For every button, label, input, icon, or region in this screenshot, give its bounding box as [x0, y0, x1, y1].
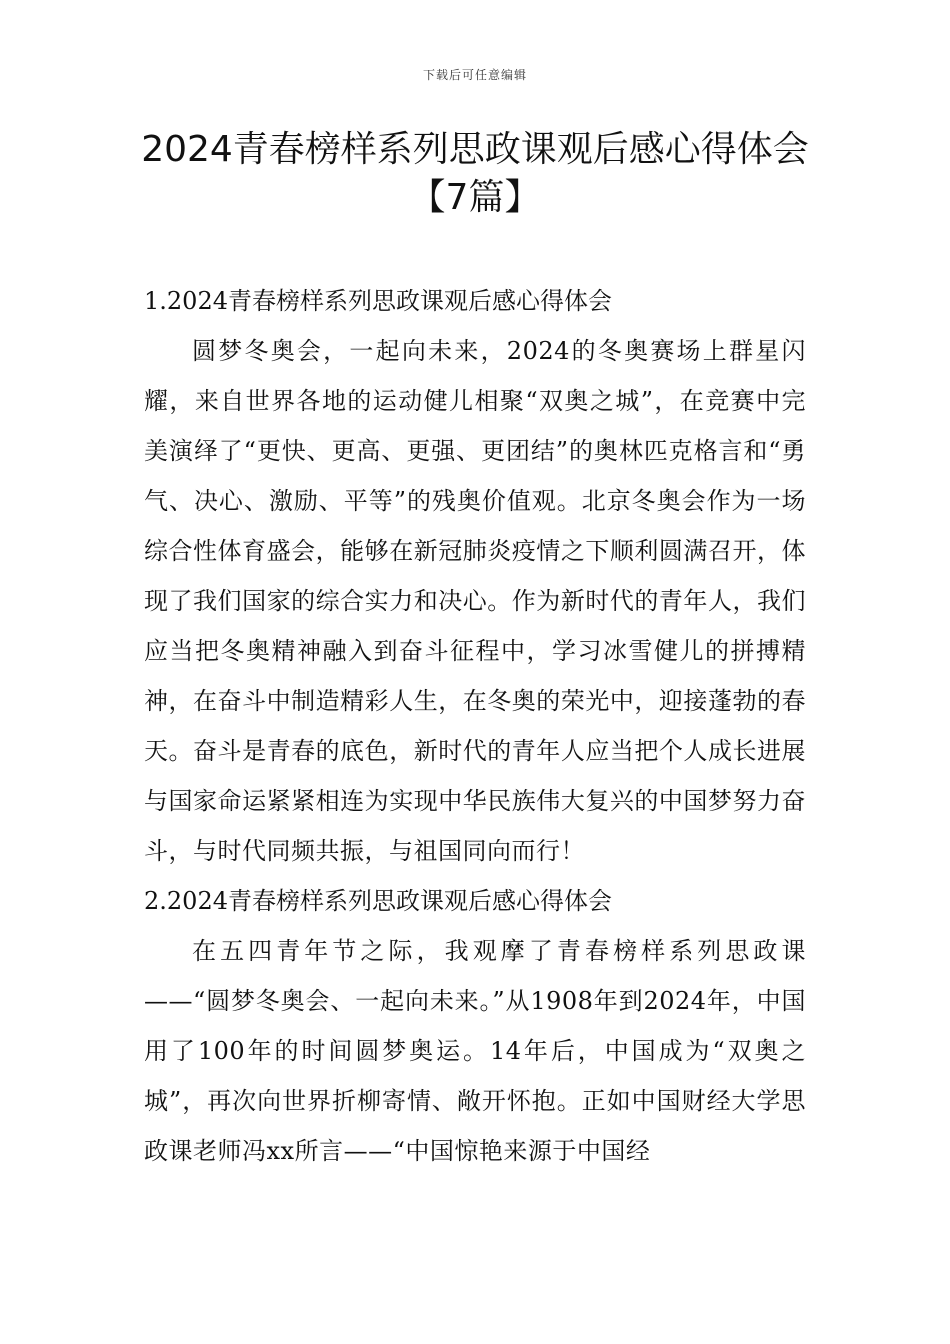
section-heading-1: 1.2024青春榜样系列思政课观后感心得体会 [144, 287, 612, 315]
section-paragraph-1: 圆梦冬奥会，一起向未来，2024的冬奥赛场上群星闪耀，来自世界各地的运动健儿相聚“双奥之城”，在竞赛中完美演绎了“更快、更高、更强、更团结”的奥林匹克格言和“勇气、决心、激励、平等”的残奥价值观。北京冬奥会作为一场综合性体育盛会，能够在新冠肺炎疫情之下顺利圆满召开，体现了我们国家的综合实力和决心。作为新时代的青年人，我们应当把冬奥精神融入到奋斗征程中，学习冰雪健儿的拼搏精神，在奋斗中制造精彩人生，在冬奥的荣光中，迎接蓬勃的春天。奋斗是青春的底色，新时代的青年人应当把个人成长进展与国家命运紧紧相连为实现中华民族伟大复兴的中国梦努力奋斗，与时代同频共振，与祖国同向而行！ [144, 337, 806, 865]
section-heading-2: 2.2024青春榜样系列思政课观后感心得体会 [144, 887, 612, 915]
document-body [144, 276, 806, 1176]
document-title [100, 126, 850, 222]
title-line-1: 2024青春榜样系列思政课观后感心得体会 [141, 129, 809, 170]
title-line-2: 【7篇】 [409, 177, 541, 218]
section-paragraph-2: 在五四青年节之际，我观摩了青春榜样系列思政课——“圆梦冬奥会、一起向未来。”从1908年到2024年，中国用了100年的时间圆梦奥运。14年后，中国成为“双奥之城”，再次向世界折柳寄情、敞开怀抱。正如中国财经大学思政课老师冯xx所言——“中国惊艳来源于中国经 [144, 937, 806, 1165]
header-note: 下载后可任意编辑 [422, 68, 527, 82]
